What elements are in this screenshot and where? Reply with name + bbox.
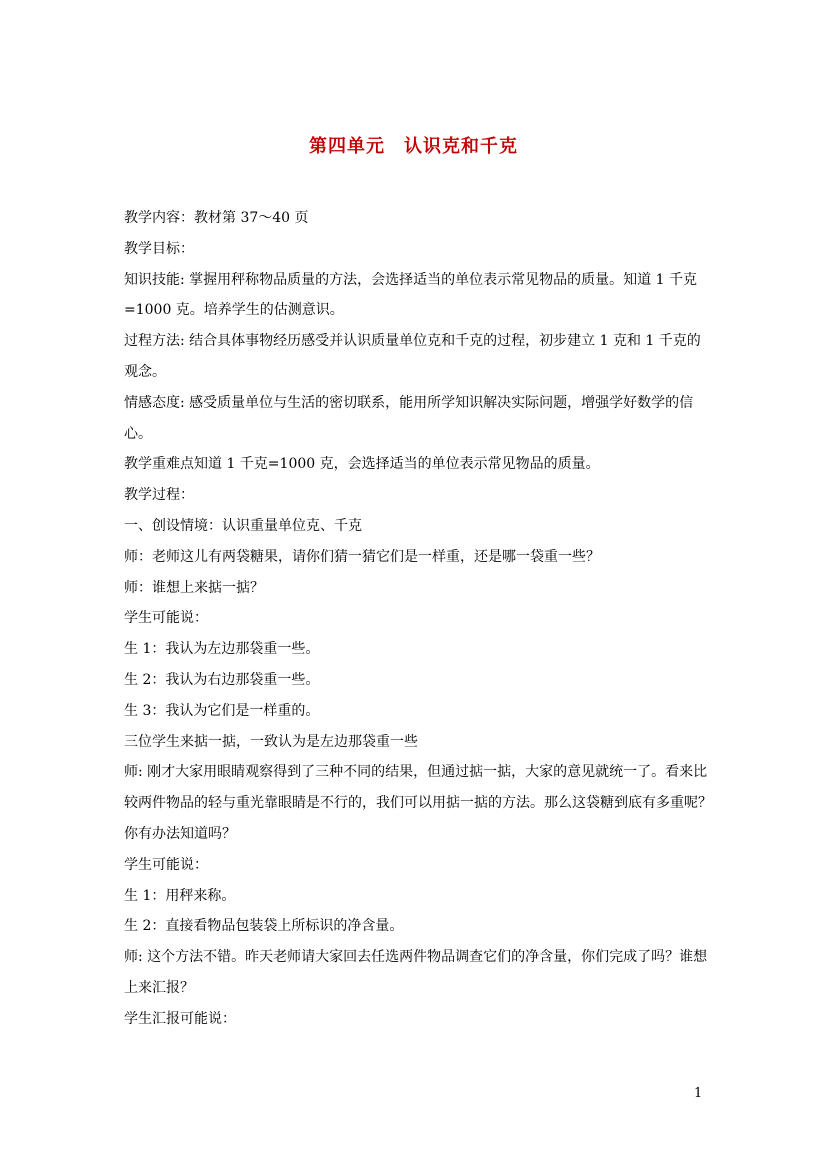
paragraph: 学生可能说： <box>124 610 208 627</box>
paragraph: 三位学生来掂一掂，一致认为是左边那袋重一些 <box>124 733 418 750</box>
paragraph: 生 2：我认为右边那袋重一些。 <box>124 671 320 688</box>
paragraph: 学生可能说： <box>124 856 208 873</box>
paragraph: 过程方法: 结合具体事物经历感受并认识质量单位克和千克的过程，初步建立 1 克和 1 千克的观念。 <box>124 333 701 380</box>
paragraph: 学生汇报可能说： <box>124 1010 236 1027</box>
paragraph: 知识技能: 掌握用秤称物品质量的方法，会选择适当的单位表示常见物品的质量。知道 1 千克=1000 克。培养学生的估测意识。 <box>124 271 697 319</box>
paragraph: 生 1：我认为左边那袋重一些。 <box>124 641 320 658</box>
paragraph: 教学内容：教材第 37～40 页 <box>124 210 309 226</box>
page-number: 1 <box>694 1086 703 1101</box>
document-body <box>124 203 714 1035</box>
paragraph: 情感态度: 感受质量单位与生活的密切联系，能用所学知识解决实际问题，增强学好数学的信心。 <box>124 394 694 442</box>
paragraph: 教学过程： <box>124 487 194 504</box>
paragraph: 师：老师这儿有两袋糖果，请你们猜一猜它们是一样重，还是哪一袋重一些？ <box>124 548 600 565</box>
paragraph: 生 3：我认为它们是一样重的。 <box>124 702 320 719</box>
paragraph: 生 2：直接看物品包装袋上所标识的净含量。 <box>124 918 404 935</box>
paragraph: 教学目标： <box>124 240 194 257</box>
paragraph: 一、创设情境：认识重量单位克、千克 <box>124 517 362 534</box>
paragraph: 师：谁想上来掂一掂？ <box>124 579 264 596</box>
paragraph: 师: 刚才大家用眼睛观察得到了三种不同的结果，但通过掂一掂，大家的意见就统一了。看来比较两件物品的轻与重光靠眼睛是不行的，我们可以用掂一掂的方法。那么这袋糖到底有多重呢？你有办法知道吗？ <box>124 764 712 842</box>
paragraph: 师: 这个方法不错。昨天老师请大家回去任选两件物品调查它们的净含量，你们完成了吗？谁想上来汇报？ <box>124 949 708 996</box>
paragraph: 生 1：用秤来称。 <box>124 887 236 904</box>
paragraph: 教学重难点知道 1 千克=1000 克，会选择适当的单位表示常见物品的质量。 <box>124 456 600 473</box>
document-title: 第四单元 认识克和千克 <box>309 136 518 157</box>
